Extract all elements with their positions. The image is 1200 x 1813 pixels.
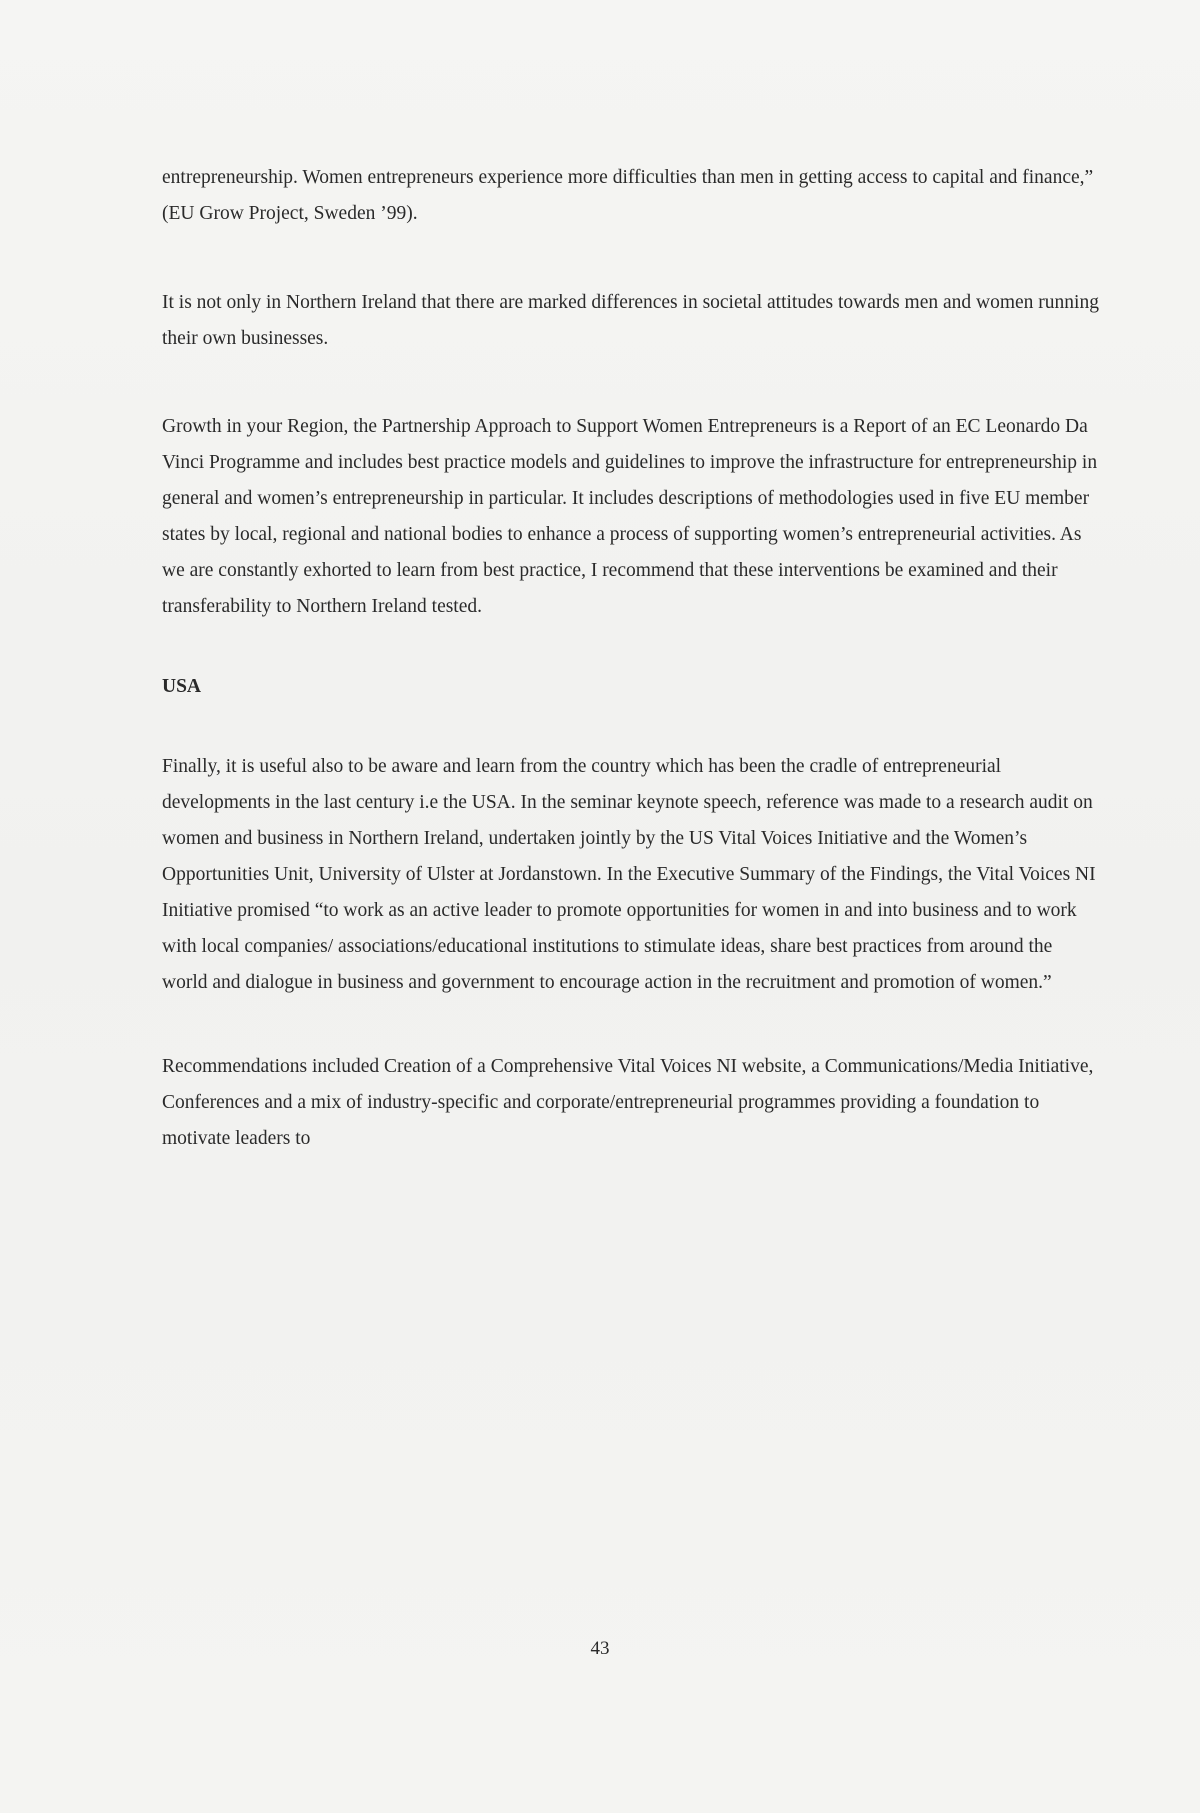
paragraph-usa-finally: Finally, it is useful also to be aware and learn from the country which has been the cradle of entrepreneurial developments in the last century i.e the USA. In the seminar keynote speech, reference was made to a research audit on women and business in Northern Ireland, undertaken jointly by the US Vital Voices Initiative and the Women’s Opportunities Unit, University of Ulster at Jordanstown. In the Executive Summary of the Findings, the Vital Voices NI Initiative promised “to work as an active leader to promote opportunities for women in and into business and to work with local companies/ associations/educational institutions to stimulate ideas, share best practices from around the world and dialogue in business and government to encourage action in the recruitment and promotion of women.” xyxy=(162,756,1096,993)
page-body xyxy=(162,160,1100,1157)
section-heading-usa: USA xyxy=(162,676,202,697)
page-number: 43 xyxy=(590,1638,610,1659)
paragraph-northern-ireland: It is not only in Northern Ireland that there are marked differences in societal attitudes towards men and women running their own businesses. xyxy=(162,292,1099,349)
paragraph-quote-end: entrepreneurship. Women entrepreneurs experience more difficulties than men in getting access to capital and finance,” (EU Grow Project, Sweden ’99). xyxy=(162,167,1094,224)
paragraph-recommendations: Recommendations included Creation of a Comprehensive Vital Voices NI website, a Communications/Media Initiative, Conferences and a mix of industry-specific and corporate/entrepreneurial programmes providing a foundation to motivate leaders to xyxy=(162,1056,1094,1149)
paragraph-growth-region: Growth in your Region, the Partnership Approach to Support Women Entrepreneurs is a Report of an EC Leonardo Da Vinci Programme and includes best practice models and guidelines to improve the infrastructure for entrepreneurship in general and women’s entrepreneurship in particular. It includes descriptions of methodologies used in five EU member states by local, regional and national bodies to enhance a process of supporting women’s entrepreneurial activities. As we are constantly exhorted to learn from best practice, I recommend that these interventions be examined and their transferability to Northern Ireland tested. xyxy=(162,416,1098,617)
